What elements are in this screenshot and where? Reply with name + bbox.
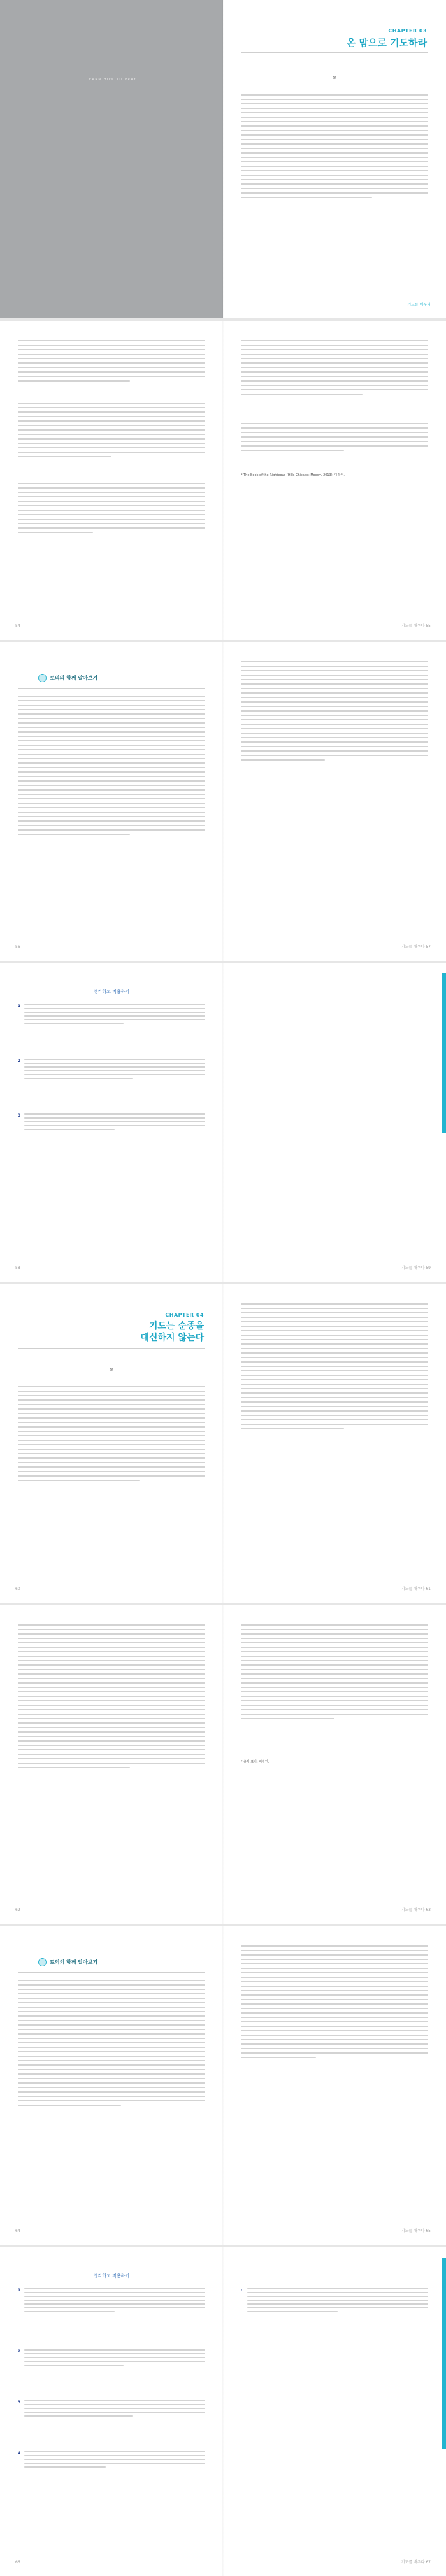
chapter-label: CHAPTER 03	[388, 28, 427, 34]
item-number: 3	[18, 1113, 21, 1118]
review-item	[18, 1113, 205, 1133]
spread-4	[0, 963, 446, 1282]
discussion-page-left	[0, 642, 223, 961]
page-number: 기도를 배우다 67	[401, 2560, 431, 2565]
heading-rule	[18, 688, 205, 689]
chapter-title	[140, 1321, 204, 1343]
review-title: 생각하고 적용하기	[93, 2273, 130, 2279]
body-text-block	[18, 1980, 205, 2109]
review-item	[18, 1059, 205, 1082]
item-number: 1	[18, 2288, 21, 2293]
gutter-shadow	[222, 0, 224, 318]
body-page-left	[0, 1605, 223, 1924]
gutter-shadow	[222, 321, 224, 640]
cover-text: LEARN HOW TO PRAY	[86, 78, 137, 82]
page-number: 56	[15, 945, 20, 949]
spread-7	[0, 1926, 446, 2245]
page-number: 기도를 배우다 55	[401, 624, 431, 628]
spread-6	[0, 1605, 446, 1924]
gutter-shadow	[222, 642, 224, 961]
item-number: 2	[18, 2349, 21, 2354]
body-text-block	[18, 1386, 205, 1484]
item-text	[24, 2451, 205, 2470]
item-bullet: ·	[241, 2288, 243, 2293]
discussion-page-right	[223, 642, 446, 961]
review-page-left	[0, 963, 223, 1282]
body-text-block	[241, 1624, 428, 1722]
heading-rule	[18, 1972, 205, 1973]
spread-3	[0, 642, 446, 961]
body-text-block	[18, 340, 205, 385]
chapter-label: CHAPTER 04	[165, 1312, 204, 1318]
review-item	[18, 2451, 205, 2470]
item-text	[24, 2400, 205, 2419]
chapter-cover-page	[0, 0, 223, 318]
body-text-block	[18, 483, 205, 536]
body-text-block	[18, 403, 205, 461]
body-text-block	[241, 1303, 428, 1433]
body-text-block	[241, 1945, 428, 2061]
discussion-icon	[38, 1958, 47, 1966]
section-mark: ⊗	[110, 1367, 113, 1372]
page-running-title: 기도를 배우다	[407, 303, 431, 307]
item-text	[247, 2288, 428, 2315]
body-page-right	[223, 1284, 446, 1603]
page-number: 기도를 배우다 59	[401, 1266, 431, 1270]
page-number: 기도를 배우다 57	[401, 945, 431, 949]
spread-8	[0, 2247, 446, 2576]
review-item	[18, 2288, 205, 2315]
discussion-title: 토의의 함께 알아보기	[50, 1959, 98, 1965]
spread-5	[0, 1284, 446, 1603]
discussion-heading	[38, 674, 97, 682]
review-page-right	[223, 963, 446, 1282]
review-item	[241, 2288, 428, 2315]
body-text-block	[18, 696, 205, 838]
title-rule	[18, 1348, 205, 1349]
spread-1	[0, 0, 446, 318]
chapter-title-line: 기도는 순종을	[148, 1321, 204, 1331]
item-number: 3	[18, 2400, 21, 2405]
page-number: 60	[15, 1587, 20, 1591]
review-title: 생각하고 적용하기	[93, 989, 130, 994]
gutter-shadow	[222, 963, 224, 1282]
body-page-right	[223, 1605, 446, 1924]
item-text	[24, 2349, 205, 2368]
item-text	[24, 1004, 205, 1027]
title-rule	[241, 52, 428, 53]
discussion-page-left	[0, 1926, 223, 2245]
discussion-icon	[38, 674, 47, 682]
item-number: 2	[18, 1059, 21, 1063]
review-page-right	[223, 2247, 446, 2576]
chapter-opening-page	[223, 0, 446, 318]
footnote: * The Book of the Righteous (Hills Chicago: Moody, 2013), 미확인.	[241, 473, 345, 477]
page-number: 기도를 배우다 63	[401, 1908, 431, 1912]
accent-bar	[442, 2258, 446, 2449]
page-number: 58	[15, 1266, 20, 1270]
item-number: 4	[18, 2451, 21, 2456]
discussion-title: 토의의 함께 알아보기	[50, 675, 98, 681]
gutter-shadow	[222, 1926, 224, 2245]
page-number: 62	[15, 1908, 20, 1912]
body-text-block	[241, 661, 428, 764]
footnote: * 출처 표기: 미확인.	[241, 1760, 270, 1764]
gutter-shadow	[222, 1284, 224, 1603]
page-number: 66	[15, 2560, 20, 2565]
item-text	[24, 2288, 205, 2315]
gutter-shadow	[222, 2247, 224, 2576]
chapter-title: 온 맘으로 기도하라	[346, 37, 427, 48]
review-item	[18, 1004, 205, 1027]
body-text-block	[18, 1624, 205, 1771]
review-page-left	[0, 2247, 223, 2576]
body-text-block	[241, 94, 428, 201]
item-number: 1	[18, 1004, 21, 1008]
page-number: 64	[15, 2229, 20, 2233]
discussion-page-right	[223, 1926, 446, 2245]
body-page-left	[0, 321, 223, 640]
gutter-shadow	[222, 1605, 224, 1924]
body-page-right	[223, 321, 446, 640]
page-footer	[407, 301, 431, 307]
body-text-block	[241, 423, 428, 454]
review-item	[18, 2349, 205, 2368]
page-number: 기도를 배우다 65	[401, 2229, 431, 2233]
chapter-title-line: 대신하지 않는다	[140, 1332, 204, 1343]
page-number: 54	[15, 624, 20, 628]
review-item	[18, 2400, 205, 2419]
body-text-block	[241, 340, 428, 398]
spread-2	[0, 321, 446, 640]
item-text	[24, 1059, 205, 1082]
page-number: 기도를 배우다 61	[401, 1587, 431, 1591]
section-mark: ⊗	[333, 75, 336, 80]
item-text	[24, 1113, 205, 1133]
chapter-opening-page	[0, 1284, 223, 1603]
accent-bar	[442, 973, 446, 1133]
discussion-heading	[38, 1958, 97, 1966]
